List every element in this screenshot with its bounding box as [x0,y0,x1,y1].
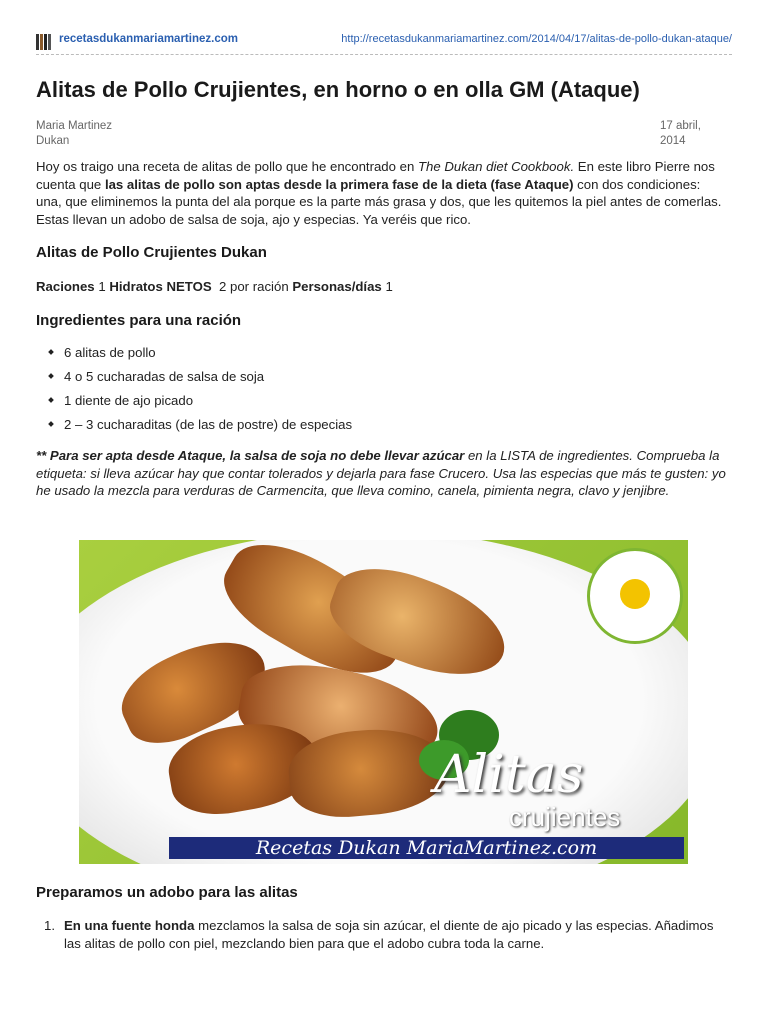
hidratos-value: 2 por ración [219,279,289,294]
recipe-title: Alitas de Pollo Crujientes Dukan [36,244,267,261]
phase-badge-icon [587,548,683,644]
steps-title: Preparamos un adobo para las alitas [36,884,298,901]
byline [36,119,112,149]
hidratos-label: Hidratos NETOS [109,279,212,294]
date-line-2: 2014 [660,135,686,147]
intro-text-2: En este libro Pierre nos cuenta que [36,159,715,192]
photo-subtitle: crujientes [509,802,621,832]
page-url-link[interactable]: http://recetasdukanmariamartinez.com/2014/04/17/alitas-de-pollo-dukan-ataque/ [341,33,732,45]
ingredient-item: 2 – 3 cucharaditas (de las de postre) de especias [36,416,352,440]
header-divider [36,54,732,55]
ingredient-item: 1 diente de ajo picado [36,392,352,416]
ingredient-item: 6 alitas de pollo [36,344,352,368]
site-link[interactable]: recetasdukanmariamartinez.com [59,33,238,45]
author: Maria Martinez [36,120,113,132]
site-header [36,33,732,51]
soy-sauce-note [36,447,728,500]
category: Dukan [36,135,70,147]
recipe-photo [79,540,688,864]
steps-list [36,917,728,952]
step-number: 1. [44,918,55,933]
ingredients-title: Ingredientes para una ración [36,312,242,329]
site-logo-icon [36,34,52,50]
page-title: Alitas de Pollo Crujientes, en horno o en olla GM (Ataque) [36,77,640,102]
raciones-value: 1 [98,279,106,294]
post-date [660,119,701,149]
intro-text-1: Hoy os traigo una receta de alitas de pollo que he encontrado en [36,159,418,174]
photo-banner: Recetas Dukan MariaMartinez.com [169,837,684,859]
chicken-leg-icon [620,579,650,609]
step-item [36,917,728,952]
intro-book: The Dukan diet Cookbook. [417,159,575,174]
intro-paragraph [36,158,728,228]
note-bold: ** Para ser apta desde Ataque, la salsa de soja no debe llevar azúcar [36,448,465,463]
personas-label: Personas/días [292,279,382,294]
note-text: en la LISTA de ingredientes. Comprueba la etiqueta: si lleva azúcar hay que contar tolerados y dejarla para fase Crucero. Usa las especias que más te gusten: yo he usado la mezcla para verduras de Carmencita, que lleva comino, canela, pimienta negra, clavo y jenjibre. [36,448,726,499]
step-bold: En una fuente honda [64,918,195,933]
ingredient-item: 4 o 5 cucharadas de salsa de soja [36,368,352,392]
step-text: mezclamos la salsa de soja sin azúcar, el diente de ajo picado y las especias. Añadimos las alitas de pollo con piel, mezclando bien para que el adobo cubra toda la carne. [64,918,714,951]
raciones-label: Raciones [36,279,95,294]
photo-title: Alitas [434,745,584,805]
date-line-1: 17 abril, [660,120,701,132]
ingredients-list [36,344,352,440]
intro-text-3: con dos condiciones: una, que eliminemos la punta del ala porque es la parte más grasa y dos, que les quitemos la piel antes de comerlas. Estas llevan un adobo de salsa de soja, ajo y especias. Ya veréis que rico. [36,176,722,227]
personas-value: 1 [385,279,393,294]
intro-bold: las alitas de pollo son aptas desde la primera fase de la dieta (fase Ataque) [104,176,574,192]
servings-line [36,278,728,296]
